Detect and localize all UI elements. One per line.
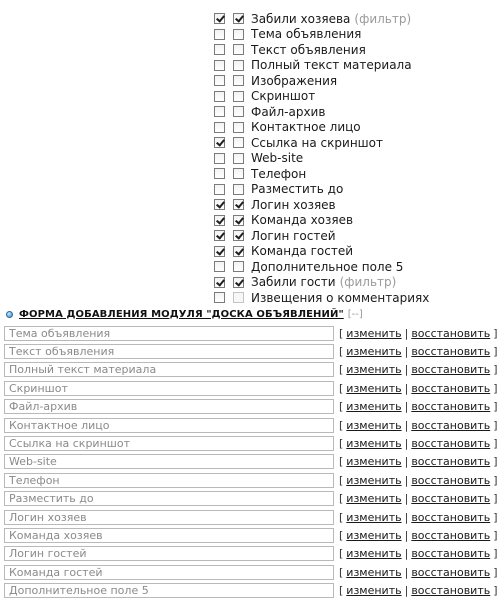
- field-actions: [339, 345, 498, 358]
- bracket-open: [: [339, 492, 344, 506]
- required-checkbox[interactable]: [233, 199, 244, 210]
- checklist-label: Полный текст материала: [251, 58, 412, 73]
- checklist-label: Команда гостей: [251, 244, 353, 259]
- show-checkbox[interactable]: [214, 261, 225, 272]
- bracket-close: ]: [493, 473, 498, 487]
- show-checkbox[interactable]: [214, 215, 225, 226]
- form-field-row: [4, 563, 500, 581]
- checklist-row: [214, 228, 500, 244]
- form-field-row: [4, 490, 500, 508]
- form-field-row: [4, 379, 500, 397]
- separator: |: [404, 565, 409, 579]
- field-name-input[interactable]: [4, 418, 334, 433]
- checklist-label: Ссылка на скриншот: [251, 135, 383, 150]
- form-field-row: [4, 361, 500, 379]
- checklist-row: [214, 27, 500, 43]
- field-name-input[interactable]: [4, 344, 334, 359]
- field-name-input[interactable]: [4, 436, 334, 451]
- separator: |: [404, 547, 409, 561]
- field-name-input[interactable]: [4, 528, 334, 543]
- checklist-row: [214, 73, 500, 89]
- edit-link[interactable]: изменить: [346, 345, 402, 359]
- checklist-label: Изображения: [251, 73, 338, 88]
- checklist-row: [214, 104, 500, 120]
- bullet-icon: [6, 311, 13, 318]
- restore-link[interactable]: восстановить: [411, 473, 491, 487]
- bracket-close: ]: [493, 492, 498, 506]
- field-actions: [339, 327, 498, 340]
- separator: |: [404, 381, 409, 395]
- show-checkbox[interactable]: [214, 184, 225, 195]
- separator: |: [404, 492, 409, 506]
- restore-link[interactable]: восстановить: [411, 326, 491, 340]
- required-checkbox[interactable]: [233, 137, 244, 148]
- show-checkbox[interactable]: [214, 199, 225, 210]
- field-actions: [339, 511, 498, 524]
- show-checkbox[interactable]: [214, 91, 225, 102]
- separator: |: [404, 455, 409, 469]
- edit-link[interactable]: изменить: [346, 400, 402, 414]
- restore-link[interactable]: восстановить: [411, 528, 491, 542]
- show-checkbox[interactable]: [214, 277, 225, 288]
- show-checkbox[interactable]: [214, 137, 225, 148]
- field-name-input[interactable]: [4, 381, 334, 396]
- required-checkbox[interactable]: [233, 168, 244, 179]
- bracket-open: [: [339, 363, 344, 377]
- checklist-label: Дополнительное поле 5: [251, 259, 404, 274]
- checklist-row: [214, 182, 500, 198]
- restore-link[interactable]: восстановить: [411, 584, 491, 598]
- show-checkbox[interactable]: [214, 230, 225, 241]
- required-checkbox[interactable]: [233, 230, 244, 241]
- show-checkbox[interactable]: [214, 246, 225, 257]
- separator: |: [404, 418, 409, 432]
- bracket-close: ]: [493, 326, 498, 340]
- required-checkbox[interactable]: [233, 122, 244, 133]
- collapse-toggle[interactable]: [--]: [347, 308, 363, 320]
- checklist-row: [214, 197, 500, 213]
- checklist-label: Тема объявления: [251, 27, 362, 42]
- form-field-row: [4, 471, 500, 489]
- edit-link[interactable]: изменить: [346, 326, 402, 340]
- bracket-open: [: [339, 473, 344, 487]
- field-visibility-checklist: [214, 11, 500, 306]
- required-checkbox[interactable]: [233, 106, 244, 117]
- bracket-open: [: [339, 326, 344, 340]
- checklist-label: Извещения о комментариях: [251, 290, 430, 305]
- required-checkbox[interactable]: [233, 13, 244, 24]
- show-checkbox[interactable]: [214, 13, 225, 24]
- bracket-open: [: [339, 381, 344, 395]
- required-checkbox: [233, 292, 244, 303]
- checklist-label: Забили гости: [251, 275, 336, 290]
- checklist-label: Файл-архив: [251, 104, 326, 119]
- required-checkbox[interactable]: [233, 44, 244, 55]
- filter-note: (фильтр): [354, 11, 412, 26]
- bracket-close: ]: [493, 510, 498, 524]
- separator: |: [404, 528, 409, 542]
- show-checkbox[interactable]: [214, 168, 225, 179]
- required-checkbox[interactable]: [233, 29, 244, 40]
- restore-link[interactable]: восстановить: [411, 381, 491, 395]
- required-checkbox[interactable]: [233, 277, 244, 288]
- field-name-input[interactable]: [4, 565, 334, 580]
- checklist-row: [214, 166, 500, 182]
- field-actions: [339, 529, 498, 542]
- show-checkbox[interactable]: [214, 75, 225, 86]
- show-checkbox[interactable]: [214, 122, 225, 133]
- checklist-label: Разместить до: [251, 182, 344, 197]
- field-actions: [339, 455, 498, 468]
- field-name-input[interactable]: [4, 473, 334, 488]
- checklist-row: [214, 151, 500, 167]
- field-name-input[interactable]: [4, 454, 334, 469]
- checklist-row: [214, 11, 500, 27]
- restore-link[interactable]: восстановить: [411, 492, 491, 506]
- edit-link[interactable]: изменить: [346, 565, 402, 579]
- checklist-label: Команда хозяев: [251, 213, 354, 228]
- field-name-input[interactable]: [4, 583, 334, 598]
- checklist-row: [214, 120, 500, 136]
- restore-link[interactable]: восстановить: [411, 363, 491, 377]
- field-actions: [339, 437, 498, 450]
- edit-link[interactable]: изменить: [346, 492, 402, 506]
- form-section-title[interactable]: ФОРМА ДОБАВЛЕНИЯ МОДУЛЯ "ДОСКА ОБЪЯВЛЕНИЙ": [19, 308, 344, 320]
- separator: |: [404, 326, 409, 340]
- bracket-close: ]: [493, 547, 498, 561]
- show-checkbox[interactable]: [214, 44, 225, 55]
- form-field-row: [4, 453, 500, 471]
- form-section-header: [6, 306, 363, 322]
- field-actions: [339, 547, 498, 560]
- separator: |: [404, 400, 409, 414]
- edit-link[interactable]: изменить: [346, 584, 402, 598]
- restore-link[interactable]: восстановить: [411, 345, 491, 359]
- checklist-row: [214, 58, 500, 74]
- checklist-row: [214, 213, 500, 229]
- form-field-row: [4, 581, 500, 599]
- bracket-open: [: [339, 455, 344, 469]
- checklist-label: Web-site: [251, 151, 304, 166]
- form-field-row: [4, 526, 500, 544]
- checklist-label: Телефон: [251, 166, 307, 181]
- form-field-row: [4, 324, 500, 342]
- edit-link[interactable]: изменить: [346, 547, 402, 561]
- form-field-row: [4, 398, 500, 416]
- restore-link[interactable]: восстановить: [411, 418, 491, 432]
- required-checkbox[interactable]: [233, 246, 244, 257]
- separator: |: [404, 473, 409, 487]
- restore-link[interactable]: восстановить: [411, 455, 491, 469]
- bracket-close: ]: [493, 437, 498, 451]
- edit-link[interactable]: изменить: [346, 418, 402, 432]
- checklist-label: Логин хозяев: [251, 197, 336, 212]
- filter-note: (фильтр): [339, 275, 397, 290]
- bracket-close: ]: [493, 345, 498, 359]
- bracket-open: [: [339, 400, 344, 414]
- edit-link[interactable]: изменить: [346, 455, 402, 469]
- field-actions: [339, 584, 498, 597]
- bracket-open: [: [339, 418, 344, 432]
- field-actions: [339, 400, 498, 413]
- bracket-close: ]: [493, 381, 498, 395]
- form-field-row: [4, 342, 500, 360]
- bracket-open: [: [339, 528, 344, 542]
- restore-link[interactable]: восстановить: [411, 437, 491, 451]
- checklist-row: [214, 275, 500, 291]
- form-field-row: [4, 434, 500, 452]
- field-name-input[interactable]: [4, 326, 334, 341]
- show-checkbox[interactable]: [214, 153, 225, 164]
- checklist-label: Текст объявления: [251, 42, 366, 57]
- required-checkbox[interactable]: [233, 60, 244, 71]
- checklist-row: [214, 89, 500, 105]
- required-checkbox[interactable]: [233, 215, 244, 226]
- show-checkbox[interactable]: [214, 60, 225, 71]
- required-checkbox[interactable]: [233, 261, 244, 272]
- bracket-close: ]: [493, 565, 498, 579]
- separator: |: [404, 437, 409, 451]
- bracket-open: [: [339, 565, 344, 579]
- required-checkbox[interactable]: [233, 184, 244, 195]
- separator: |: [404, 584, 409, 598]
- field-name-input[interactable]: [4, 546, 334, 561]
- checklist-row: [214, 290, 500, 306]
- bracket-close: ]: [493, 418, 498, 432]
- checklist-label: Логин гостей: [251, 228, 336, 243]
- bracket-close: ]: [493, 528, 498, 542]
- restore-link[interactable]: восстановить: [411, 510, 491, 524]
- checklist-label: Контактное лицо: [251, 120, 361, 135]
- bracket-open: [: [339, 510, 344, 524]
- bracket-close: ]: [493, 363, 498, 377]
- bracket-close: ]: [493, 455, 498, 469]
- edit-link[interactable]: изменить: [346, 437, 402, 451]
- show-checkbox[interactable]: [214, 29, 225, 40]
- show-checkbox[interactable]: [214, 292, 225, 303]
- field-actions: [339, 419, 498, 432]
- bracket-open: [: [339, 437, 344, 451]
- edit-link[interactable]: изменить: [346, 381, 402, 395]
- form-field-row: [4, 508, 500, 526]
- field-actions: [339, 492, 498, 505]
- separator: |: [404, 510, 409, 524]
- checklist-label: Забили хозяева: [251, 11, 351, 26]
- restore-link[interactable]: восстановить: [411, 400, 491, 414]
- bracket-open: [: [339, 584, 344, 598]
- checklist-row: [214, 135, 500, 151]
- bracket-close: ]: [493, 400, 498, 414]
- edit-link[interactable]: изменить: [346, 510, 402, 524]
- field-actions: [339, 363, 498, 376]
- bracket-close: ]: [493, 584, 498, 598]
- show-checkbox[interactable]: [214, 106, 225, 117]
- required-checkbox[interactable]: [233, 75, 244, 86]
- form-fields-list: [4, 324, 500, 600]
- field-name-input[interactable]: [4, 399, 334, 414]
- form-field-row: [4, 416, 500, 434]
- restore-link[interactable]: восстановить: [411, 565, 491, 579]
- field-name-input[interactable]: [4, 362, 334, 377]
- field-name-input[interactable]: [4, 510, 334, 525]
- separator: |: [404, 363, 409, 377]
- required-checkbox[interactable]: [233, 91, 244, 102]
- bracket-open: [: [339, 547, 344, 561]
- bracket-open: [: [339, 345, 344, 359]
- field-actions: [339, 474, 498, 487]
- checklist-label: Скриншот: [251, 89, 316, 104]
- field-actions: [339, 382, 498, 395]
- checklist-row: [214, 244, 500, 260]
- edit-link[interactable]: изменить: [346, 363, 402, 377]
- checklist-row: [214, 259, 500, 275]
- edit-link[interactable]: изменить: [346, 528, 402, 542]
- required-checkbox[interactable]: [233, 153, 244, 164]
- edit-link[interactable]: изменить: [346, 473, 402, 487]
- field-actions: [339, 566, 498, 579]
- restore-link[interactable]: восстановить: [411, 547, 491, 561]
- separator: |: [404, 345, 409, 359]
- form-field-row: [4, 545, 500, 563]
- checklist-row: [214, 42, 500, 58]
- field-name-input[interactable]: [4, 491, 334, 506]
